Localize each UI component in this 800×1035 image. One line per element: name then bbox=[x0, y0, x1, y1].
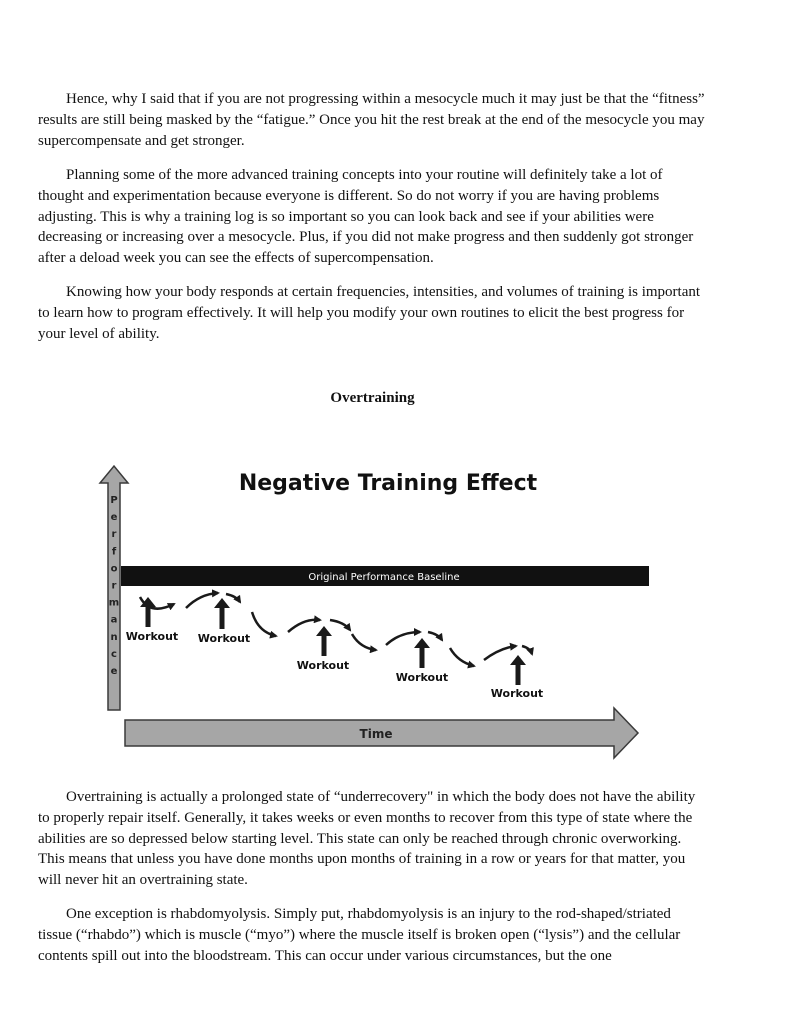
workout-markers bbox=[126, 597, 543, 700]
trend-curve-arrow bbox=[226, 594, 240, 602]
y-axis-letter: e bbox=[110, 666, 118, 677]
workout-arrow-shaft bbox=[420, 646, 425, 668]
workout-arrow-head bbox=[414, 638, 430, 648]
workout-arrow-shaft bbox=[516, 663, 521, 685]
y-axis-letter: r bbox=[111, 580, 117, 592]
y-axis-letter: c bbox=[111, 648, 117, 660]
trend-curve-arrow bbox=[386, 632, 420, 645]
paragraph: Planning some of the more advanced training concepts into your routine will definitely take a lot of thought and experimentation because everyone is different. So do not worry if you are having problems adjusting. This is why a training log is so important so you can look back and see if your abilities were decreasing or increasing over a mesocycle. Plus, if you did not make progress and then suddenly got stronger after a deload week you can see the effects of supercompensation. bbox=[38, 167, 694, 267]
trend-curve-arrow bbox=[186, 593, 218, 608]
workout-arrow-head bbox=[510, 655, 526, 665]
workout-arrow-head bbox=[214, 598, 230, 608]
section-heading: Overtraining bbox=[330, 390, 415, 406]
trend-arrows bbox=[140, 593, 532, 666]
trend-curve-arrow bbox=[288, 620, 320, 632]
baseline-label: Original Performance Baseline bbox=[308, 572, 460, 583]
trend-curve-arrow bbox=[450, 648, 474, 666]
y-axis-letter: e bbox=[110, 512, 118, 524]
workout-label: Workout bbox=[296, 659, 350, 672]
figure-title: Negative Training Effect bbox=[238, 471, 538, 496]
trend-curve-arrow bbox=[252, 612, 276, 636]
y-axis-letter: o bbox=[110, 563, 118, 575]
trend-curve-arrow bbox=[330, 620, 350, 630]
trend-curve-arrow bbox=[428, 632, 442, 640]
workout-arrow-shaft bbox=[322, 634, 327, 656]
workout-label: Workout bbox=[395, 671, 449, 684]
y-axis-letter: n bbox=[110, 631, 118, 643]
paragraph: Hence, why I said that if you are not progressing within a mesocycle much it may just be that the “fitness” results are still being masked by the “fatigue.” Once you hit the rest break at the end of the mesocycle you may supercompensate and get stronger. bbox=[38, 91, 705, 149]
y-axis-letter: P bbox=[110, 495, 118, 506]
workout-label: Workout bbox=[197, 632, 251, 645]
trend-curve-arrow bbox=[484, 646, 516, 660]
workout-label: Workout bbox=[490, 687, 544, 700]
paragraph: Overtraining is actually a prolonged state of “underrecovery" in which the body does not have the ability to properly repair itself. Generally, it takes weeks or even months to recover from this type of state where the abilities are so depressed below starting level. This state can only be reached through chronic overworking. This means that unless you have done months upon months of training in a row or years for that matter, you will never hit an overtraining state. bbox=[38, 789, 696, 889]
y-axis-letter: f bbox=[111, 546, 117, 558]
paragraph: One exception is rhabdomyolysis. Simply put, rhabdomyolysis is an injury to the rod-shaped/striated tissue (“rhabdo”) which is muscle (“myo”) where the muscle itself is broken open (“lysis”) and the cellular contents spill out into the bloodstream. This can occur under various circumstances, but the one bbox=[38, 906, 681, 964]
y-axis-letter: r bbox=[111, 529, 117, 541]
workout-arrow-shaft bbox=[220, 606, 225, 629]
workout-label: Workout bbox=[125, 630, 179, 643]
trend-curve-arrow bbox=[352, 634, 376, 650]
y-axis-letter: m bbox=[108, 597, 120, 609]
workout-arrow-head bbox=[316, 626, 332, 636]
negative-training-effect-figure bbox=[0, 440, 800, 770]
trend-curve-arrow bbox=[522, 646, 532, 654]
time-axis-label: Time bbox=[359, 727, 393, 741]
paragraph: Knowing how your body responds at certain frequencies, intensities, and volumes of training is important to learn how to program effectively. It will help you modify your own routines to elicit the best progress for your level of ability. bbox=[38, 284, 701, 342]
y-axis-letter: a bbox=[110, 614, 118, 626]
